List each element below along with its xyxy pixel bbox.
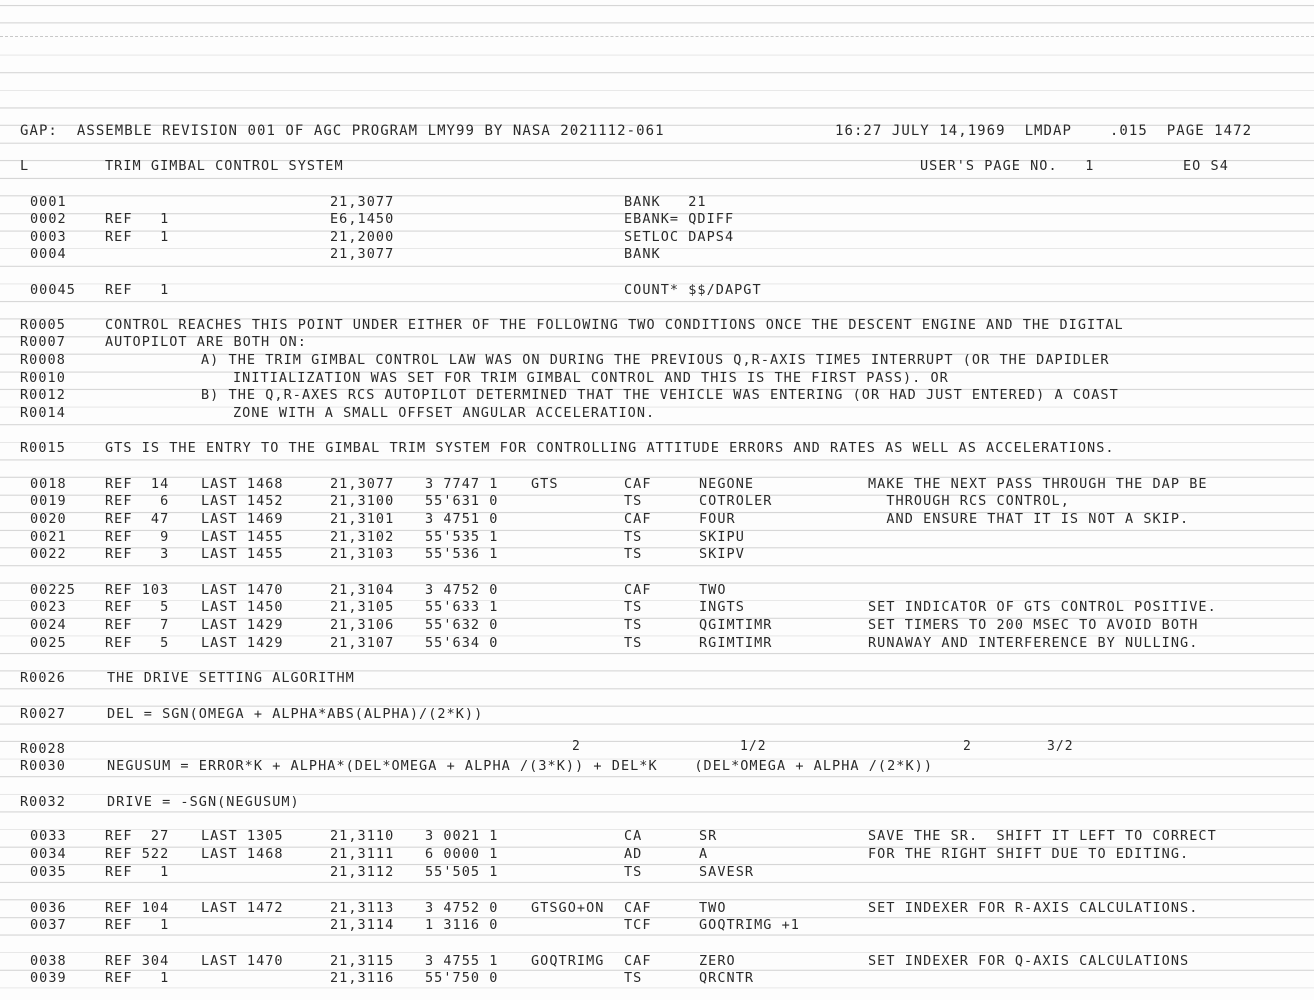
octal-word: 3 4755 1 [425,953,499,969]
comment: MAKE THE NEXT PASS THROUGH THE DAP BE [868,476,1208,492]
operand: FOUR [699,511,736,527]
opcode: TS [624,493,643,509]
ref-count: REF 27 [105,828,170,844]
seq-number: 0033 [30,828,67,844]
last-page: LAST 1470 [201,582,284,598]
remark-seq: R0012 [20,387,66,403]
operand: INGTS [699,599,745,615]
comment: AND ENSURE THAT IT IS NOT A SKIP. [868,511,1190,527]
ref-count: REF 1 [105,917,170,933]
address: 21,3104 [330,582,395,598]
address: 21,3111 [330,846,395,862]
seq-number: 0020 [30,511,67,527]
octal-word: 55'505 1 [425,864,499,880]
label: GTS [531,476,559,492]
address: 21,3100 [330,493,395,509]
address: 21,3107 [330,635,395,651]
comment: SET INDICATOR OF GTS CONTROL POSITIVE. [868,599,1217,615]
octal-word: 6 0000 1 [425,846,499,862]
formula-del: DEL = SGN(OMEGA + ALPHA*ABS(ALPHA)/(2*K)) [107,706,484,722]
remark-seq: R0014 [20,405,66,421]
opcode: EBANK= QDIFF [624,211,735,227]
section-code: L [20,158,30,174]
octal-word: 3 4752 0 [425,582,499,598]
ref-count: REF 304 [105,953,170,969]
perforation-rule [0,36,1314,39]
last-page: LAST 1455 [201,546,284,562]
seq-number: 0002 [30,211,67,227]
last-page: LAST 1305 [201,828,284,844]
remark-text: A) THE TRIM GIMBAL CONTROL LAW WAS ON DURING THE PREVIOUS Q,R-AXIS TIME5 INTERRUPT (OR THE DAPIDLER [201,352,1110,368]
remark-text: B) THE Q,R-AXES RCS AUTOPILOT DETERMINED THAT THE VEHICLE WAS ENTERING (OR HAD JUST ENTERED) A COAST [201,387,1119,403]
exponent: 3/2 [1047,739,1074,754]
operand: TWO [699,582,727,598]
opcode: TS [624,546,643,562]
opcode: CA [624,828,643,844]
ref-count: REF 5 [105,635,170,651]
ref-count: REF 1 [105,864,170,880]
seq-number: 0037 [30,917,67,933]
opcode: BANK [624,246,661,262]
formula-negusum: NEGUSUM = ERROR*K + ALPHA*(DEL*OMEGA + ALPHA /(3*K)) + DEL*K (DEL*OMEGA + ALPHA /(2*K)) [107,758,933,774]
operand: ZERO [699,953,736,969]
operand: GOQTRIMG +1 [699,917,800,933]
seq-number: 0023 [30,599,67,615]
opcode: TS [624,970,643,986]
last-page: LAST 1455 [201,529,284,545]
address: 21,2000 [330,229,395,245]
address: 21,3077 [330,476,395,492]
operand: SKIPV [699,546,745,562]
opcode: TS [624,529,643,545]
ref-count: REF 7 [105,617,170,633]
address: 21,3114 [330,917,395,933]
octal-word: 55'631 0 [425,493,499,509]
seq-number: 0001 [30,194,67,210]
users-page-number: USER'S PAGE NO. 1 [920,158,1095,174]
operand: QGIMTIMR [699,617,773,633]
count-directive: COUNT* $$/DAPGT [624,282,762,298]
operand: RGIMTIMR [699,635,773,651]
exponent: 1/2 [740,739,767,754]
opcode: TS [624,617,643,633]
comment: SAVE THE SR. SHIFT IT LEFT TO CORRECT [868,828,1217,844]
seq-number: 0038 [30,953,67,969]
last-page: LAST 1469 [201,511,284,527]
seq-number: 0035 [30,864,67,880]
exponent: 2 [572,739,581,754]
address: 21,3112 [330,864,395,880]
operand: A [699,846,709,862]
remark-text: AUTOPILOT ARE BOTH ON: [105,334,307,350]
remark-text: INITIALIZATION WAS SET FOR TRIM GIMBAL CONTROL AND THIS IS THE FIRST PASS). OR [233,370,949,386]
opcode: CAF [624,900,652,916]
opcode: CAF [624,511,652,527]
last-page: LAST 1472 [201,900,284,916]
address: 21,3115 [330,953,395,969]
address: 21,3110 [330,828,395,844]
remark-text: GTS IS THE ENTRY TO THE GIMBAL TRIM SYSTEM FOR CONTROLLING ATTITUDE ERRORS AND RATES AS WELL AS ACCELERATIONS. [105,440,1115,456]
last-page: LAST 1470 [201,953,284,969]
operand: QRCNTR [699,970,755,986]
operand: SR [699,828,718,844]
remark-text: CONTROL REACHES THIS POINT UNDER EITHER OF THE FOLLOWING TWO CONDITIONS ONCE THE DESCENT ENGINE AND THE DIGITAL [105,317,1124,333]
octal-word: 55'633 1 [425,599,499,615]
seq-number: 0018 [30,476,67,492]
octal-word: 3 0021 1 [425,828,499,844]
operand: COTROLER [699,493,773,509]
seq-number: 00045 [30,282,76,298]
comment: SET INDEXER FOR R-AXIS CALCULATIONS. [868,900,1199,916]
remark-seq: R0005 [20,317,66,333]
comment: RUNAWAY AND INTERFERENCE BY NULLING. [868,635,1199,651]
address: 21,3116 [330,970,395,986]
date-page-header: 16:27 JULY 14,1969 LMDAP .015 PAGE 1472 [835,123,1253,139]
opcode: TCF [624,917,652,933]
octal-word: 55'634 0 [425,635,499,651]
formula-drive: DRIVE = -SGN(NEGUSUM) [107,794,300,810]
remark-seq: R0010 [20,370,66,386]
exponent: 2 [963,739,972,754]
ref-count: REF 1 [105,211,170,227]
operand: TWO [699,900,727,916]
opcode: SETLOC DAPS4 [624,229,735,245]
ref-count: REF 47 [105,511,170,527]
address: 21,3077 [330,194,395,210]
opcode: CAF [624,582,652,598]
opcode: BANK 21 [624,194,707,210]
seq-number: 0039 [30,970,67,986]
ref-count: REF 14 [105,476,170,492]
octal-word: 55'632 0 [425,617,499,633]
ref-count: REF 104 [105,900,170,916]
opcode: TS [624,864,643,880]
remark-seq: R0026 [20,670,66,686]
remark-seq: R0007 [20,334,66,350]
comment: SET TIMERS TO 200 MSEC TO AVOID BOTH [868,617,1199,633]
operand: SAVESR [699,864,755,880]
seq-number: 0034 [30,846,67,862]
section-title: TRIM GIMBAL CONTROL SYSTEM [105,158,344,174]
opcode: TS [624,599,643,615]
last-page: LAST 1468 [201,846,284,862]
ref-count: REF 103 [105,582,170,598]
remark-seq: R0008 [20,352,66,368]
opcode: TS [624,635,643,651]
seq-number: 0021 [30,529,67,545]
operand: SKIPU [699,529,745,545]
remark-seq: R0032 [20,794,66,810]
address: 21,3106 [330,617,395,633]
address: E6,1450 [330,211,395,227]
seq-number: 00225 [30,582,76,598]
eo-code: EO S4 [1183,158,1229,174]
seq-number: 0036 [30,900,67,916]
remark-seq: R0027 [20,706,66,722]
ref-count: REF 5 [105,599,170,615]
assembly-header: GAP: ASSEMBLE REVISION 001 OF AGC PROGRAM LMY99 BY NASA 2021112-061 [20,123,665,139]
address: 21,3113 [330,900,395,916]
ref-count: REF 522 [105,846,170,862]
seq-number: 0004 [30,246,67,262]
octal-word: 3 4751 0 [425,511,499,527]
ref-count: REF 1 [105,282,170,298]
remark-text: THE DRIVE SETTING ALGORITHM [107,670,355,686]
opcode: CAF [624,476,652,492]
octal-word: 55'536 1 [425,546,499,562]
octal-word: 55'535 1 [425,529,499,545]
remark-text: ZONE WITH A SMALL OFFSET ANGULAR ACCELERATION. [233,405,656,421]
address: 21,3103 [330,546,395,562]
ref-count: REF 6 [105,493,170,509]
octal-word: 3 7747 1 [425,476,499,492]
address: 21,3101 [330,511,395,527]
ref-count: REF 1 [105,970,170,986]
address: 21,3077 [330,246,395,262]
last-page: LAST 1452 [201,493,284,509]
octal-word: 55'750 0 [425,970,499,986]
seq-number: 0019 [30,493,67,509]
operand: NEGONE [699,476,755,492]
remark-seq: R0030 [20,758,66,774]
opcode: AD [624,846,643,862]
ref-count: REF 3 [105,546,170,562]
octal-word: 1 3116 0 [425,917,499,933]
seq-number: 0003 [30,229,67,245]
label: GOQTRIMG [531,953,605,969]
seq-number: 0022 [30,546,67,562]
comment: SET INDEXER FOR Q-AXIS CALCULATIONS [868,953,1190,969]
remark-seq: R0028 [20,741,66,757]
opcode: CAF [624,953,652,969]
last-page: LAST 1468 [201,476,284,492]
octal-word: 3 4752 0 [425,900,499,916]
comment: THROUGH RCS CONTROL, [868,493,1070,509]
seq-number: 0025 [30,635,67,651]
comment: FOR THE RIGHT SHIFT DUE TO EDITING. [868,846,1190,862]
seq-number: 0024 [30,617,67,633]
last-page: LAST 1429 [201,635,284,651]
address: 21,3102 [330,529,395,545]
ref-count: REF 9 [105,529,170,545]
address: 21,3105 [330,599,395,615]
ref-count: REF 1 [105,229,170,245]
last-page: LAST 1429 [201,617,284,633]
remark-seq: R0015 [20,440,66,456]
label: GTSGO+ON [531,900,605,916]
last-page: LAST 1450 [201,599,284,615]
